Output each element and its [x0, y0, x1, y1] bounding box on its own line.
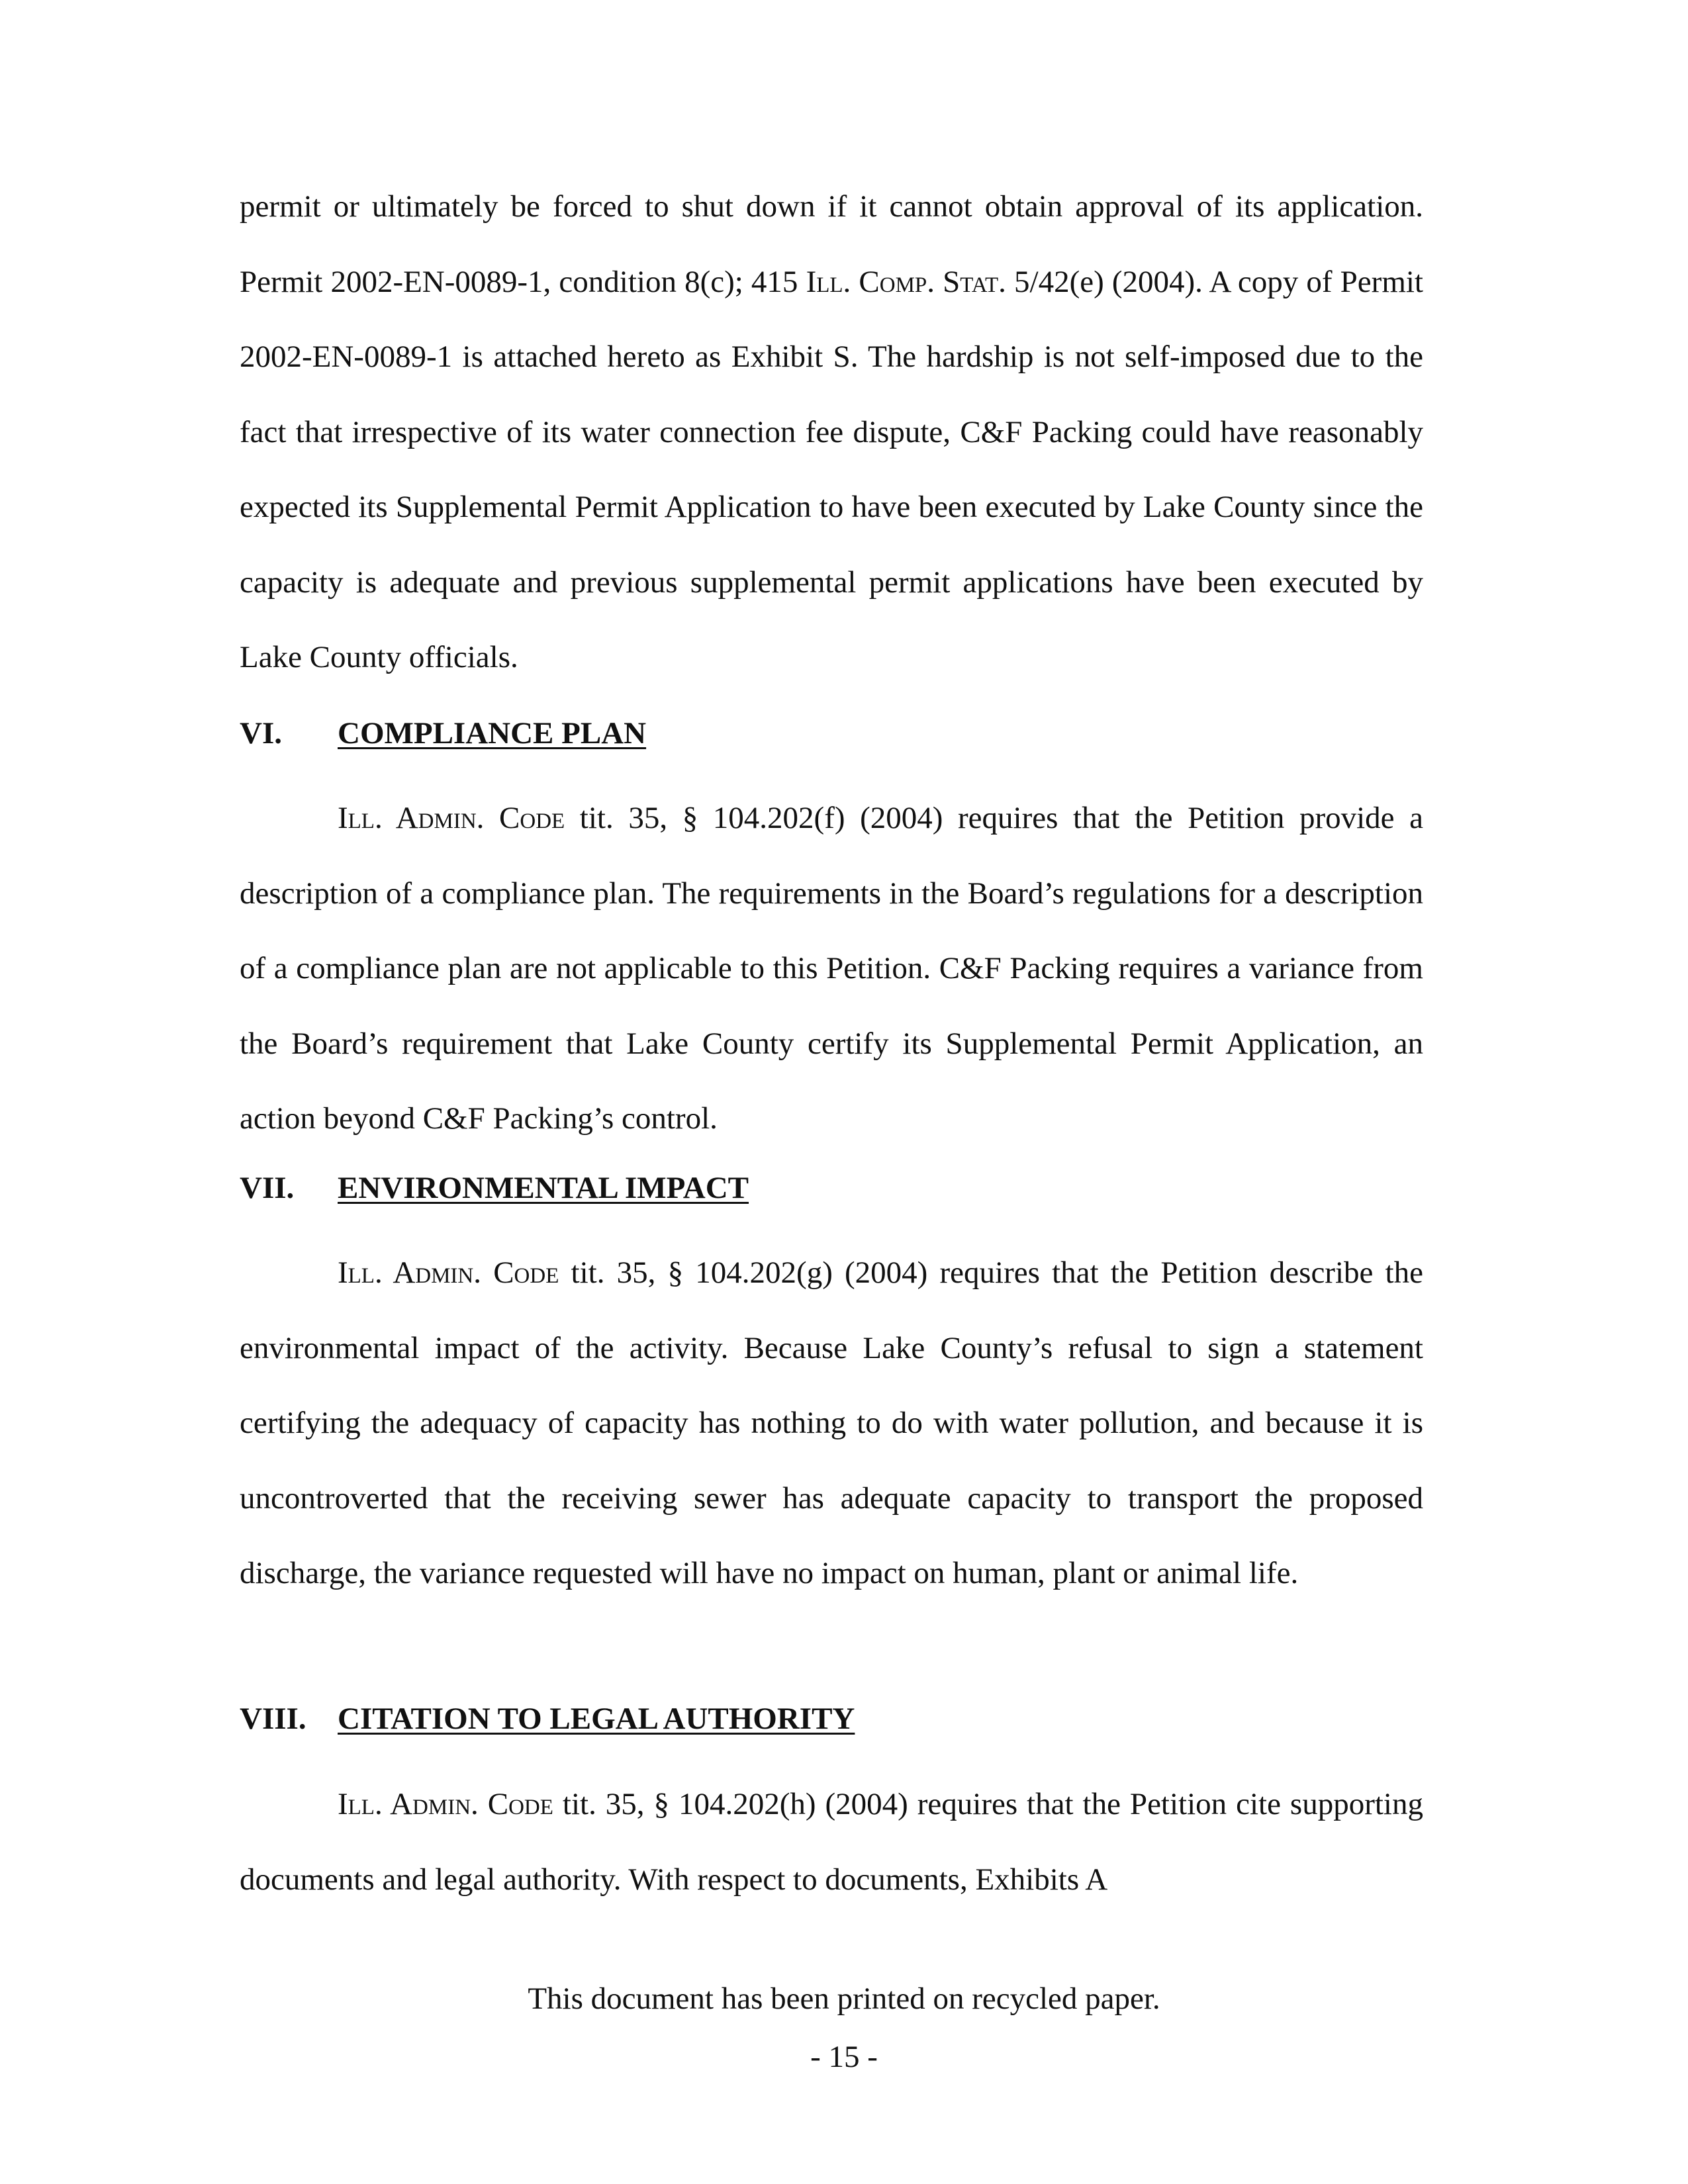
- paragraph-hardship-text-a: Permit 2002-EN-0089-1, condition 8(c); 415: [240, 264, 806, 299]
- statute-citation: Ill. Comp. Stat.: [806, 264, 1006, 299]
- recycled-paper-note: This document has been printed on recycled paper.: [528, 1981, 1160, 2016]
- paragraph-text: tit. 35, § 104.202(f) (2004) requires that the Petition provide a description of a compliance plan. The requirements in the Board’s regulations for a description of a compliance plan are not applicable to this Petition. C&F Packing requires a variance from the Board’s requirement that Lake County certify its Supplemental Permit Application, an action beyond C&F Packing’s control.: [240, 801, 1423, 1136]
- section-title: CITATION TO LEGAL AUTHORITY: [338, 1702, 855, 1736]
- section-title: COMPLIANCE PLAN: [338, 716, 647, 751]
- paragraph-hardship-line1: permit or ultimately be forced to shut down if it cannot obtain approval of its application.: [240, 189, 1423, 224]
- section-number: VIII.: [240, 1702, 306, 1736]
- code-citation: Ill. Admin. Code: [338, 1787, 553, 1821]
- paragraph-environmental-impact: [240, 1236, 1423, 1612]
- page-number: - 15 -: [810, 2040, 878, 2074]
- section-number: VII.: [240, 1171, 295, 1205]
- section-number: VI.: [240, 716, 282, 751]
- section-heading-compliance-plan: [240, 713, 646, 753]
- paragraph-hardship: [240, 169, 1423, 696]
- section-title: ENVIRONMENTAL IMPACT: [338, 1171, 749, 1205]
- paragraph-compliance-plan: [240, 781, 1423, 1157]
- paragraph-legal-authority: [240, 1767, 1423, 1917]
- code-citation: Ill. Admin. Code: [338, 801, 565, 835]
- section-heading-environmental-impact: [240, 1168, 749, 1208]
- paragraph-text: tit. 35, § 104.202(g) (2004) requires that the Petition describe the environmental impact of the activity. Because Lake County’s refusal to sign a statement certifying the adequacy of capacity has nothing to do with water pollution, and because it is uncontroverted that the receiving sewer has adequate capacity to transport the proposed discharge, the variance requested will have no impact on human, plant or animal life.: [240, 1255, 1423, 1590]
- section-heading-legal-authority: [240, 1699, 855, 1739]
- code-citation: Ill. Admin. Code: [338, 1255, 559, 1290]
- paragraph-text: tit. 35, § 104.202(h) (2004) requires that the Petition cite supporting documents and legal authority. With respect to documents, Exhibits A: [240, 1787, 1423, 1897]
- paragraph-hardship-text-b: 5/42(e) (2004). A copy of Permit 2002-EN-0089-1 is attached hereto as Exhibit S. The hardship is not self-imposed due to the fact that irrespective of its water connection fee dispute, C&F Packing could have reasonably expected its Supplemental Permit Application to have been executed by Lake County since the capacity is adequate and previous supplemental permit applications have been executed by Lake County officials.: [240, 264, 1423, 674]
